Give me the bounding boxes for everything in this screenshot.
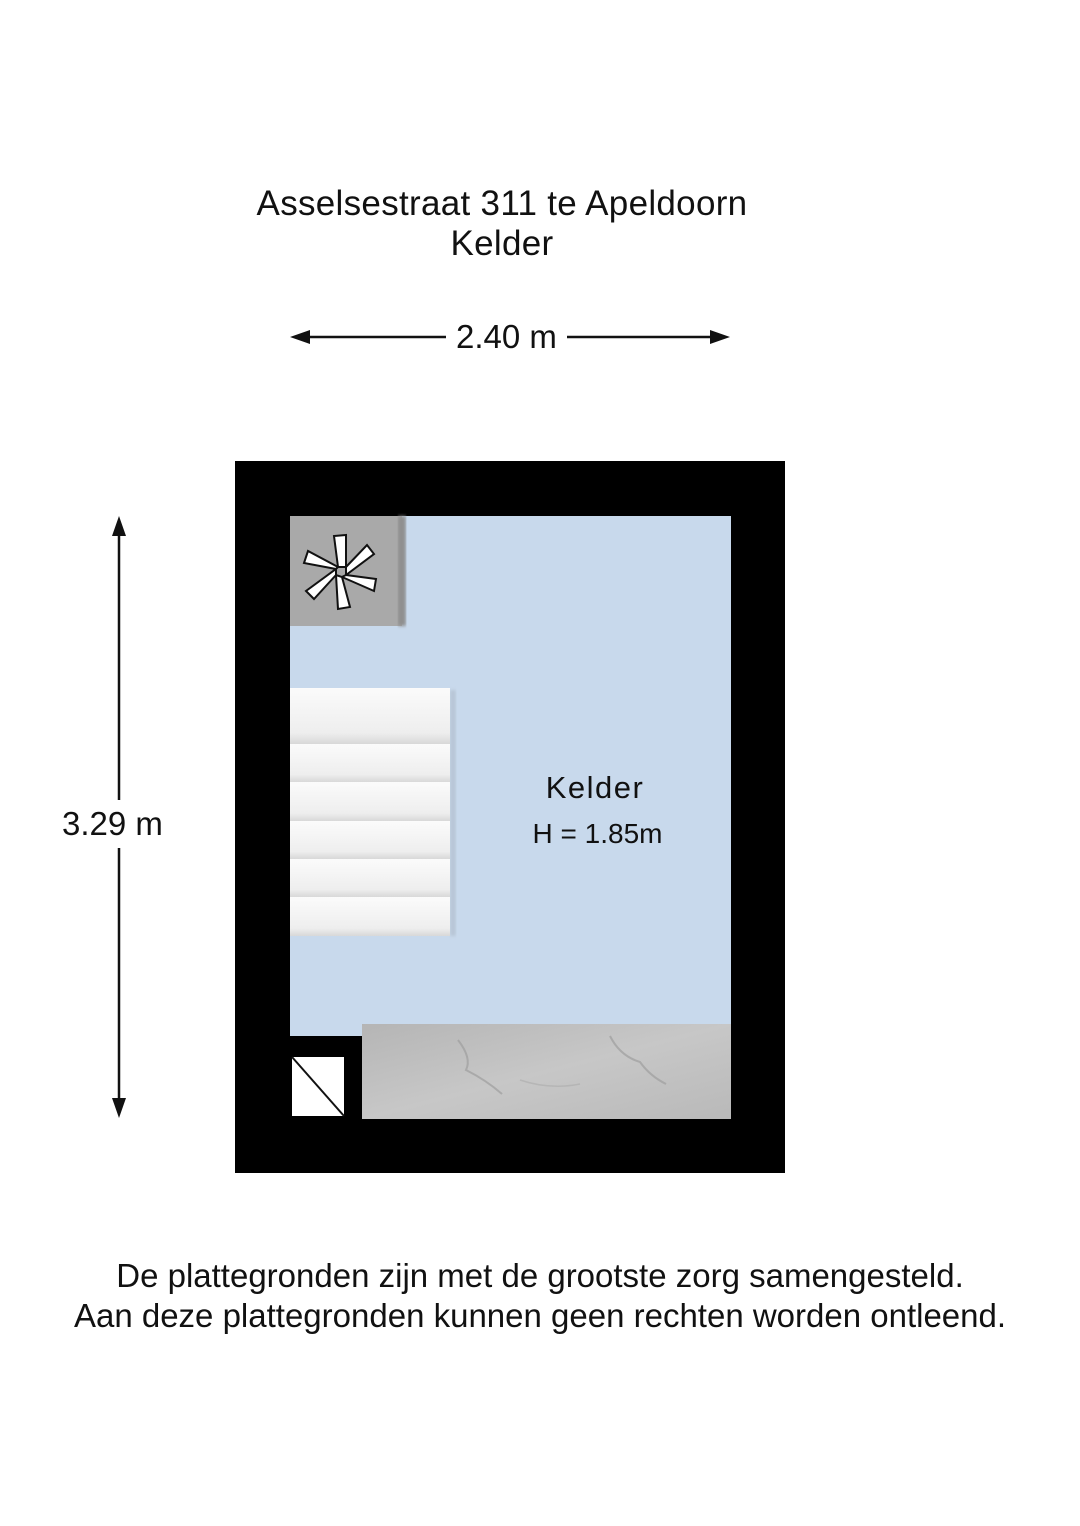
stair-step	[290, 897, 450, 936]
stair-step	[290, 821, 450, 859]
counter-top	[362, 1024, 731, 1119]
ventilation-box	[290, 516, 406, 626]
stair-step	[290, 782, 450, 821]
disclaimer-line-2: Aan deze plattegronden kunnen geen rechten worden ontleend.	[73, 1297, 1007, 1334]
stair-step	[290, 688, 450, 744]
stair-step	[290, 744, 450, 782]
disclaimer	[0, 1256, 1080, 1336]
width-dimension-label: 2.40 m	[446, 319, 567, 355]
stair-step	[290, 859, 450, 897]
height-dimension-label: 3.29 m	[60, 800, 165, 848]
shaft-symbol	[292, 1057, 344, 1116]
room-height-label: H = 1.85m	[532, 818, 663, 849]
floor-title: Kelder	[450, 224, 554, 263]
address-title: Asselsestraat 311 te Apeldoorn	[256, 184, 748, 223]
disclaimer-line-1: De plattegronden zijn met de grootste zorg samengesteld.	[116, 1257, 964, 1294]
staircase	[290, 688, 456, 936]
room-name-label: Kelder	[545, 770, 645, 805]
